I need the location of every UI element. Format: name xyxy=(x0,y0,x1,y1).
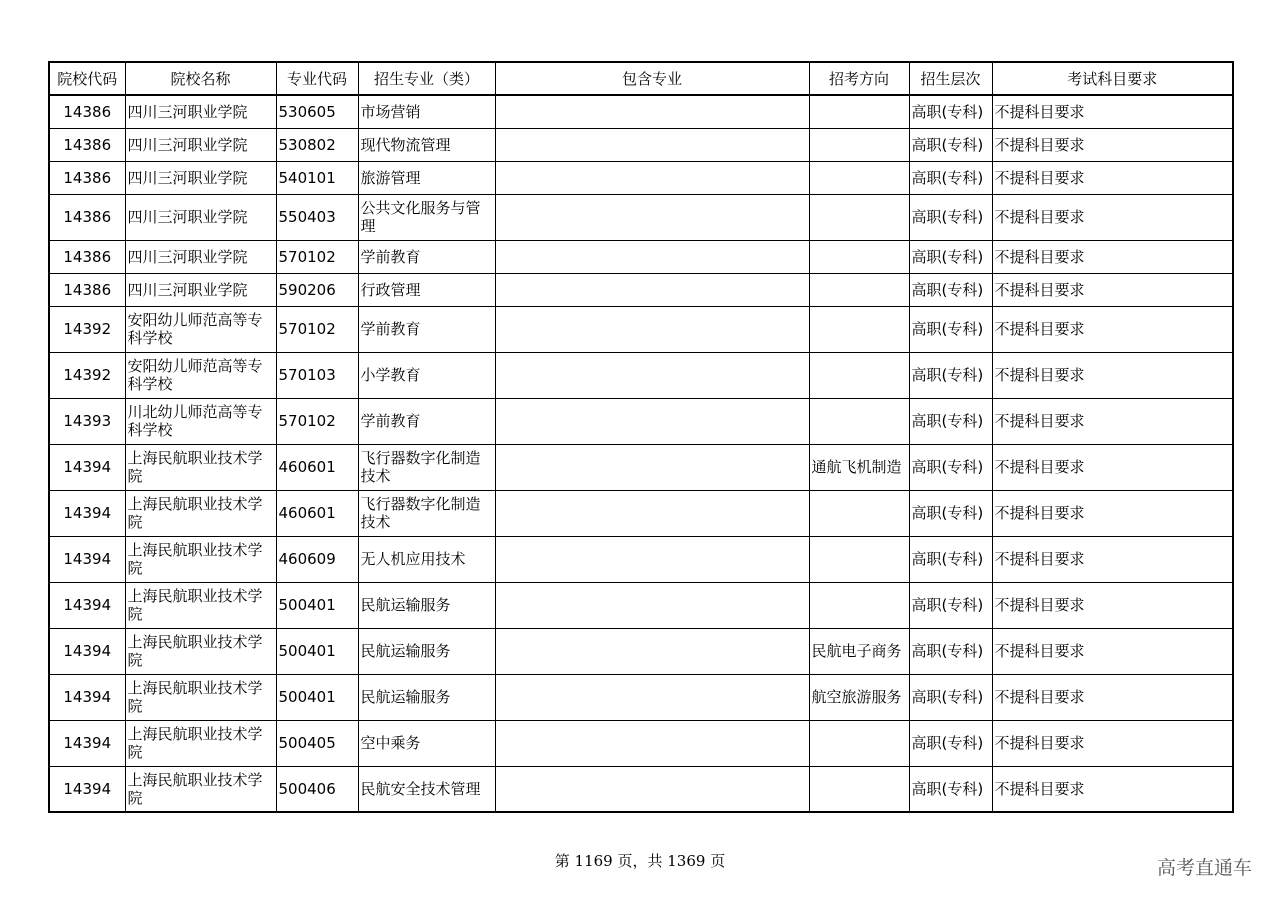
school-code-cell: 14386 xyxy=(49,95,125,128)
major-code-cell: 460609 xyxy=(276,536,358,582)
major-code-cell: 460601 xyxy=(276,490,358,536)
school-name-cell: 上海民航职业技术学院 xyxy=(125,582,276,628)
table-row xyxy=(49,398,1233,444)
school-name-cell: 上海民航职业技术学院 xyxy=(125,628,276,674)
school-code-cell: 14394 xyxy=(49,444,125,490)
subject-requirement-cell: 不提科目要求 xyxy=(992,128,1233,161)
school-name-cell: 四川三河职业学院 xyxy=(125,194,276,240)
direction-cell xyxy=(809,128,909,161)
direction-cell: 航空旅游服务 xyxy=(809,674,909,720)
table-row xyxy=(49,273,1233,306)
table-row xyxy=(49,306,1233,352)
subject-requirement-cell: 不提科目要求 xyxy=(992,95,1233,128)
table-row xyxy=(49,128,1233,161)
major-code-cell: 460601 xyxy=(276,444,358,490)
included-majors-cell xyxy=(495,674,809,720)
level-cell: 高职(专科) xyxy=(909,720,992,766)
subject-requirement-cell: 不提科目要求 xyxy=(992,720,1233,766)
included-majors-cell xyxy=(495,352,809,398)
included-majors-cell xyxy=(495,161,809,194)
direction-cell xyxy=(809,720,909,766)
included-majors-cell xyxy=(495,398,809,444)
school-code-cell: 14386 xyxy=(49,273,125,306)
included-majors-cell xyxy=(495,720,809,766)
school-name-cell: 上海民航职业技术学院 xyxy=(125,720,276,766)
school-name-cell: 上海民航职业技术学院 xyxy=(125,766,276,812)
major-code-cell: 540101 xyxy=(276,161,358,194)
included-majors-cell xyxy=(495,628,809,674)
major-cell: 公共文化服务与管理 xyxy=(358,194,495,240)
major-code-cell: 500401 xyxy=(276,582,358,628)
subject-requirement-cell: 不提科目要求 xyxy=(992,582,1233,628)
subject-requirement-cell: 不提科目要求 xyxy=(992,536,1233,582)
header-subject-requirement: 考试科目要求 xyxy=(992,62,1233,95)
table-row xyxy=(49,444,1233,490)
included-majors-cell xyxy=(495,95,809,128)
school-name-cell: 安阳幼儿师范高等专科学校 xyxy=(125,306,276,352)
major-code-cell: 590206 xyxy=(276,273,358,306)
included-majors-cell xyxy=(495,536,809,582)
major-cell: 学前教育 xyxy=(358,306,495,352)
watermark: 高考直通车 xyxy=(1156,857,1252,879)
table-row xyxy=(49,536,1233,582)
major-cell: 飞行器数字化制造技术 xyxy=(358,490,495,536)
table-row xyxy=(49,766,1233,812)
major-code-cell: 500401 xyxy=(276,674,358,720)
major-cell: 民航运输服务 xyxy=(358,674,495,720)
direction-cell xyxy=(809,398,909,444)
subject-requirement-cell: 不提科目要求 xyxy=(992,766,1233,812)
table-row xyxy=(49,240,1233,273)
major-cell: 民航运输服务 xyxy=(358,582,495,628)
major-cell: 空中乘务 xyxy=(358,720,495,766)
school-name-cell: 上海民航职业技术学院 xyxy=(125,674,276,720)
direction-cell: 通航飞机制造 xyxy=(809,444,909,490)
school-code-cell: 14394 xyxy=(49,490,125,536)
direction-cell xyxy=(809,490,909,536)
school-name-cell: 上海民航职业技术学院 xyxy=(125,444,276,490)
major-code-cell: 550403 xyxy=(276,194,358,240)
school-code-cell: 14386 xyxy=(49,240,125,273)
header-major: 招生专业（类） xyxy=(358,62,495,95)
included-majors-cell xyxy=(495,273,809,306)
direction-cell xyxy=(809,582,909,628)
major-cell: 旅游管理 xyxy=(358,161,495,194)
table-row xyxy=(49,720,1233,766)
direction-cell xyxy=(809,240,909,273)
major-cell: 市场营销 xyxy=(358,95,495,128)
subject-requirement-cell: 不提科目要求 xyxy=(992,674,1233,720)
subject-requirement-cell: 不提科目要求 xyxy=(992,352,1233,398)
major-code-cell: 570102 xyxy=(276,240,358,273)
major-cell: 学前教育 xyxy=(358,240,495,273)
school-name-cell: 四川三河职业学院 xyxy=(125,161,276,194)
level-cell: 高职(专科) xyxy=(909,582,992,628)
table-row xyxy=(49,628,1233,674)
major-code-cell: 530605 xyxy=(276,95,358,128)
header-school-name: 院校名称 xyxy=(125,62,276,95)
included-majors-cell xyxy=(495,444,809,490)
major-cell: 学前教育 xyxy=(358,398,495,444)
major-cell: 飞行器数字化制造技术 xyxy=(358,444,495,490)
header-included-majors: 包含专业 xyxy=(495,62,809,95)
level-cell: 高职(专科) xyxy=(909,398,992,444)
included-majors-cell xyxy=(495,194,809,240)
school-code-cell: 14394 xyxy=(49,536,125,582)
subject-requirement-cell: 不提科目要求 xyxy=(992,444,1233,490)
level-cell: 高职(专科) xyxy=(909,128,992,161)
major-code-cell: 570102 xyxy=(276,398,358,444)
school-code-cell: 14394 xyxy=(49,720,125,766)
school-name-cell: 川北幼儿师范高等专科学校 xyxy=(125,398,276,444)
direction-cell xyxy=(809,161,909,194)
major-cell: 小学教育 xyxy=(358,352,495,398)
school-code-cell: 14386 xyxy=(49,161,125,194)
direction-cell xyxy=(809,352,909,398)
direction-cell: 民航电子商务 xyxy=(809,628,909,674)
major-cell: 现代物流管理 xyxy=(358,128,495,161)
school-code-cell: 14394 xyxy=(49,766,125,812)
level-cell: 高职(专科) xyxy=(909,490,992,536)
subject-requirement-cell: 不提科目要求 xyxy=(992,161,1233,194)
table-row xyxy=(49,352,1233,398)
major-cell: 行政管理 xyxy=(358,273,495,306)
subject-requirement-cell: 不提科目要求 xyxy=(992,490,1233,536)
major-cell: 民航运输服务 xyxy=(358,628,495,674)
school-name-cell: 四川三河职业学院 xyxy=(125,240,276,273)
header-level: 招生层次 xyxy=(909,62,992,95)
school-name-cell: 四川三河职业学院 xyxy=(125,95,276,128)
table-row xyxy=(49,161,1233,194)
header-direction: 招考方向 xyxy=(809,62,909,95)
level-cell: 高职(专科) xyxy=(909,194,992,240)
school-code-cell: 14392 xyxy=(49,306,125,352)
admissions-table xyxy=(48,61,1234,813)
level-cell: 高职(专科) xyxy=(909,674,992,720)
direction-cell xyxy=(809,194,909,240)
subject-requirement-cell: 不提科目要求 xyxy=(992,398,1233,444)
level-cell: 高职(专科) xyxy=(909,536,992,582)
subject-requirement-cell: 不提科目要求 xyxy=(992,194,1233,240)
school-code-cell: 14393 xyxy=(49,398,125,444)
subject-requirement-cell: 不提科目要求 xyxy=(992,306,1233,352)
major-cell: 民航安全技术管理 xyxy=(358,766,495,812)
school-code-cell: 14394 xyxy=(49,582,125,628)
table-row xyxy=(49,674,1233,720)
page-footer: 第 1169 页，共 1369 页 xyxy=(554,852,726,870)
table-body xyxy=(49,95,1233,812)
level-cell: 高职(专科) xyxy=(909,95,992,128)
subject-requirement-cell: 不提科目要求 xyxy=(992,273,1233,306)
major-cell: 无人机应用技术 xyxy=(358,536,495,582)
header-school-code: 院校代码 xyxy=(49,62,125,95)
school-code-cell: 14394 xyxy=(49,628,125,674)
school-name-cell: 四川三河职业学院 xyxy=(125,128,276,161)
school-code-cell: 14392 xyxy=(49,352,125,398)
subject-requirement-cell: 不提科目要求 xyxy=(992,628,1233,674)
direction-cell xyxy=(809,95,909,128)
level-cell: 高职(专科) xyxy=(909,352,992,398)
level-cell: 高职(专科) xyxy=(909,628,992,674)
major-code-cell: 500405 xyxy=(276,720,358,766)
subject-requirement-cell: 不提科目要求 xyxy=(992,240,1233,273)
school-code-cell: 14386 xyxy=(49,128,125,161)
school-name-cell: 上海民航职业技术学院 xyxy=(125,490,276,536)
major-code-cell: 500406 xyxy=(276,766,358,812)
direction-cell xyxy=(809,766,909,812)
level-cell: 高职(专科) xyxy=(909,766,992,812)
major-code-cell: 570102 xyxy=(276,306,358,352)
level-cell: 高职(专科) xyxy=(909,240,992,273)
table-header-row xyxy=(49,62,1233,95)
direction-cell xyxy=(809,536,909,582)
included-majors-cell xyxy=(495,490,809,536)
level-cell: 高职(专科) xyxy=(909,444,992,490)
included-majors-cell xyxy=(495,766,809,812)
table-row xyxy=(49,582,1233,628)
included-majors-cell xyxy=(495,240,809,273)
school-name-cell: 安阳幼儿师范高等专科学校 xyxy=(125,352,276,398)
major-code-cell: 530802 xyxy=(276,128,358,161)
included-majors-cell xyxy=(495,128,809,161)
table-row xyxy=(49,95,1233,128)
included-majors-cell xyxy=(495,582,809,628)
major-code-cell: 500401 xyxy=(276,628,358,674)
direction-cell xyxy=(809,306,909,352)
level-cell: 高职(专科) xyxy=(909,306,992,352)
school-name-cell: 四川三河职业学院 xyxy=(125,273,276,306)
included-majors-cell xyxy=(495,306,809,352)
table-row xyxy=(49,490,1233,536)
school-name-cell: 上海民航职业技术学院 xyxy=(125,536,276,582)
header-major-code: 专业代码 xyxy=(276,62,358,95)
level-cell: 高职(专科) xyxy=(909,273,992,306)
major-code-cell: 570103 xyxy=(276,352,358,398)
school-code-cell: 14394 xyxy=(49,674,125,720)
school-code-cell: 14386 xyxy=(49,194,125,240)
level-cell: 高职(专科) xyxy=(909,161,992,194)
direction-cell xyxy=(809,273,909,306)
table-row xyxy=(49,194,1233,240)
